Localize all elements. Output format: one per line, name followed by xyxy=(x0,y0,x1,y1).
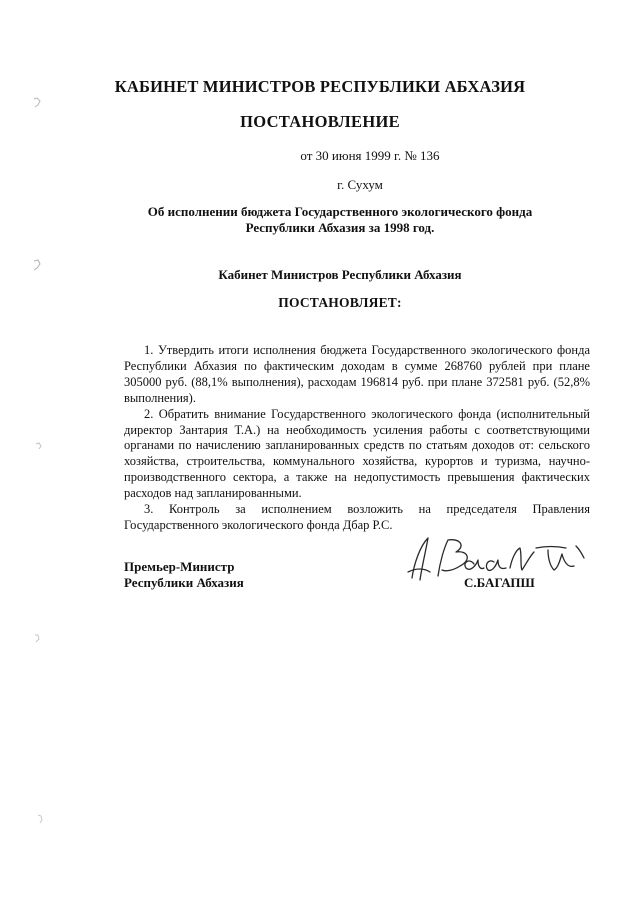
body-paragraph: 3. Контроль за исполнением возложить на председателя Правления Государственного экологического фонда Дбар Р.С. xyxy=(124,502,590,532)
document-body xyxy=(124,343,590,534)
subject-line: Республики Абхазия за 1998 год. xyxy=(245,220,435,235)
body-paragraph: 2. Обратить внимание Государственного экологического фонда (исполнительный директор Зантария Т.А.) на необходимость усиления работы с соответствующими органами по начислению запланированных средств по статьям доходов от: сельского хозяйства, строительства, коммунального хозяйства, курортов и туризма, научно-производственного сектора, а также на недопустимость превышения фактических расходов над запланированными. xyxy=(124,406,590,501)
scan-speck xyxy=(33,440,45,454)
organization-title: КАБИНЕТ МИНИСТРОВ РЕСПУБЛИКИ АБХАЗИЯ xyxy=(114,77,526,96)
scan-speck xyxy=(31,632,43,646)
document-date-number: от 30 июня 1999 г. № 136 xyxy=(300,148,440,163)
signer-title xyxy=(124,559,244,591)
document-type-title: ПОСТАНОВЛЕНИЕ xyxy=(240,112,400,131)
signer-title-line: Республики Абхазия xyxy=(124,575,244,590)
subject-line: Об исполнении бюджета Государственного экологического фонда xyxy=(147,204,533,219)
body-paragraph: 1. Утвердить итоги исполнения бюджета Государственного экологического фонда Республики Абхазия по фактическим доходам в сумме 268760 рублей при плане 305000 руб. (88,1% выполнения), расходам 196814 руб. при плане 372581 руб. (52,8% выполнения). xyxy=(124,343,590,405)
decree-word: ПОСТАНОВЛЯЕТ: xyxy=(278,295,402,310)
document-city: г. Сухум xyxy=(337,177,383,192)
scan-speck xyxy=(31,96,43,110)
signer-title-line: Премьер-Министр xyxy=(124,559,235,574)
scan-speck xyxy=(35,812,47,826)
signer-name: С.БАГАПШ xyxy=(464,575,535,590)
document-subject xyxy=(20,204,640,236)
preamble: Кабинет Министров Республики Абхазия xyxy=(218,267,462,282)
